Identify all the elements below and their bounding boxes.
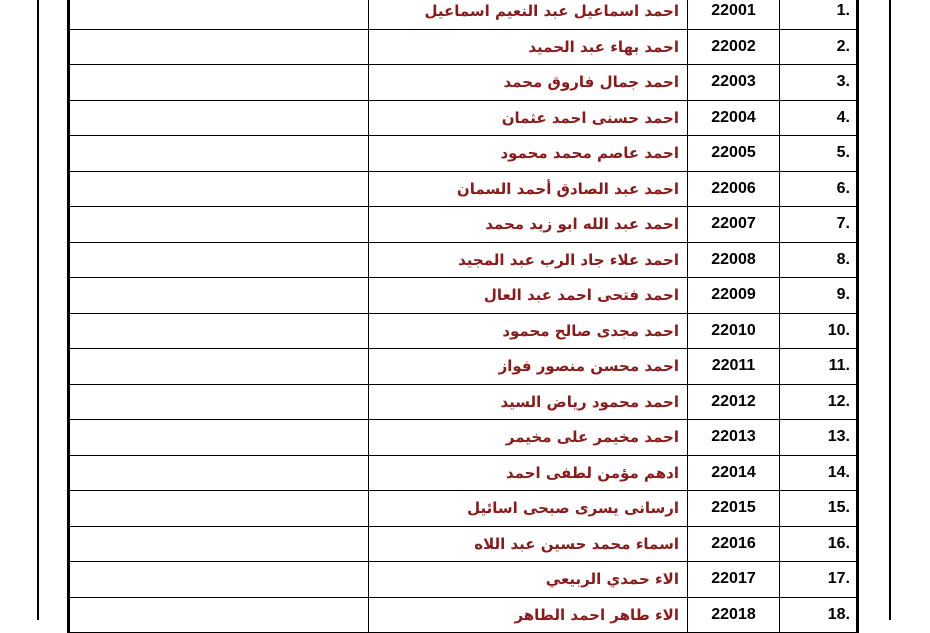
student-table-body — [70, 0, 857, 633]
student-code-cell: 22014 — [688, 455, 780, 491]
blank-cell — [70, 597, 369, 633]
row-number-cell: 10. — [780, 313, 857, 349]
table-row — [70, 100, 857, 136]
table-row — [70, 420, 857, 456]
blank-cell — [70, 278, 369, 314]
student-code-cell: 22012 — [688, 384, 780, 420]
blank-cell — [70, 29, 369, 65]
student-code-cell: 22003 — [688, 65, 780, 101]
blank-cell — [70, 526, 369, 562]
blank-cell — [70, 349, 369, 385]
student-code-cell: 22004 — [688, 100, 780, 136]
blank-cell — [70, 0, 369, 29]
blank-cell — [70, 562, 369, 598]
page-border-right — [889, 0, 891, 620]
blank-cell — [70, 136, 369, 172]
student-name-cell: احمد مخيمر على مخيمر — [369, 420, 688, 456]
row-number-cell: 1. — [780, 0, 857, 29]
table-row — [70, 597, 857, 633]
table-row — [70, 29, 857, 65]
blank-cell — [70, 384, 369, 420]
row-number-cell: 8. — [780, 242, 857, 278]
table-row — [70, 65, 857, 101]
student-table — [69, 0, 857, 633]
student-code-cell: 22018 — [688, 597, 780, 633]
row-number-cell: 4. — [780, 100, 857, 136]
page-border-left — [37, 0, 39, 620]
student-code-cell: 22013 — [688, 420, 780, 456]
blank-cell — [70, 420, 369, 456]
student-code-cell: 22011 — [688, 349, 780, 385]
table-row — [70, 384, 857, 420]
student-name-cell: احمد عبد الصادق أحمد السمان — [369, 171, 688, 207]
student-name-cell: احمد عاصم محمد محمود — [369, 136, 688, 172]
row-number-cell: 11. — [780, 349, 857, 385]
row-number-cell: 15. — [780, 491, 857, 527]
student-name-cell: اسماء محمد حسين عبد اللاه — [369, 526, 688, 562]
student-code-cell: 22007 — [688, 207, 780, 243]
student-name-cell: احمد مجدى صالح محمود — [369, 313, 688, 349]
row-number-cell: 5. — [780, 136, 857, 172]
blank-cell — [70, 171, 369, 207]
student-code-cell: 22016 — [688, 526, 780, 562]
table-row — [70, 562, 857, 598]
row-number-cell: 6. — [780, 171, 857, 207]
row-number-cell: 2. — [780, 29, 857, 65]
student-code-cell: 22008 — [688, 242, 780, 278]
row-number-cell: 17. — [780, 562, 857, 598]
student-code-cell: 22015 — [688, 491, 780, 527]
student-name-cell: الاء طاهر احمد الطاهر — [369, 597, 688, 633]
student-name-cell: الاء حمدي الربيعي — [369, 562, 688, 598]
student-code-cell: 22010 — [688, 313, 780, 349]
blank-cell — [70, 491, 369, 527]
table-row — [70, 207, 857, 243]
student-code-cell: 22005 — [688, 136, 780, 172]
student-name-cell: ارسانى يسرى صبحى اسائيل — [369, 491, 688, 527]
student-code-cell: 22009 — [688, 278, 780, 314]
student-name-cell: احمد اسماعيل عبد النعيم اسماعيل — [369, 0, 688, 29]
student-name-cell: احمد محمود رياض السيد — [369, 384, 688, 420]
student-name-cell: ادهم مؤمن لطفى احمد — [369, 455, 688, 491]
student-name-cell: احمد محسن منصور فواز — [369, 349, 688, 385]
student-code-cell: 22002 — [688, 29, 780, 65]
blank-cell — [70, 455, 369, 491]
table-row — [70, 242, 857, 278]
blank-cell — [70, 100, 369, 136]
row-number-cell: 7. — [780, 207, 857, 243]
table-row — [70, 455, 857, 491]
student-name-cell: احمد فتحى احمد عبد العال — [369, 278, 688, 314]
blank-cell — [70, 242, 369, 278]
row-number-cell: 18. — [780, 597, 857, 633]
row-number-cell: 13. — [780, 420, 857, 456]
student-code-cell: 22006 — [688, 171, 780, 207]
blank-cell — [70, 313, 369, 349]
table-row — [70, 313, 857, 349]
student-name-cell: احمد حسنى احمد عثمان — [369, 100, 688, 136]
student-list-frame — [67, 0, 859, 633]
table-row — [70, 491, 857, 527]
blank-cell — [70, 65, 369, 101]
table-row — [70, 278, 857, 314]
table-row — [70, 0, 857, 29]
row-number-cell: 14. — [780, 455, 857, 491]
table-row — [70, 526, 857, 562]
row-number-cell: 12. — [780, 384, 857, 420]
table-row — [70, 349, 857, 385]
student-name-cell: احمد جمال فاروق محمد — [369, 65, 688, 101]
row-number-cell: 9. — [780, 278, 857, 314]
row-number-cell: 16. — [780, 526, 857, 562]
blank-cell — [70, 207, 369, 243]
row-number-cell: 3. — [780, 65, 857, 101]
student-name-cell: احمد بهاء عبد الحميد — [369, 29, 688, 65]
student-name-cell: احمد علاء جاد الرب عبد المجيد — [369, 242, 688, 278]
table-row — [70, 171, 857, 207]
student-code-cell: 22017 — [688, 562, 780, 598]
student-code-cell: 22001 — [688, 0, 780, 29]
student-name-cell: احمد عبد الله ابو زيد محمد — [369, 207, 688, 243]
table-row — [70, 136, 857, 172]
